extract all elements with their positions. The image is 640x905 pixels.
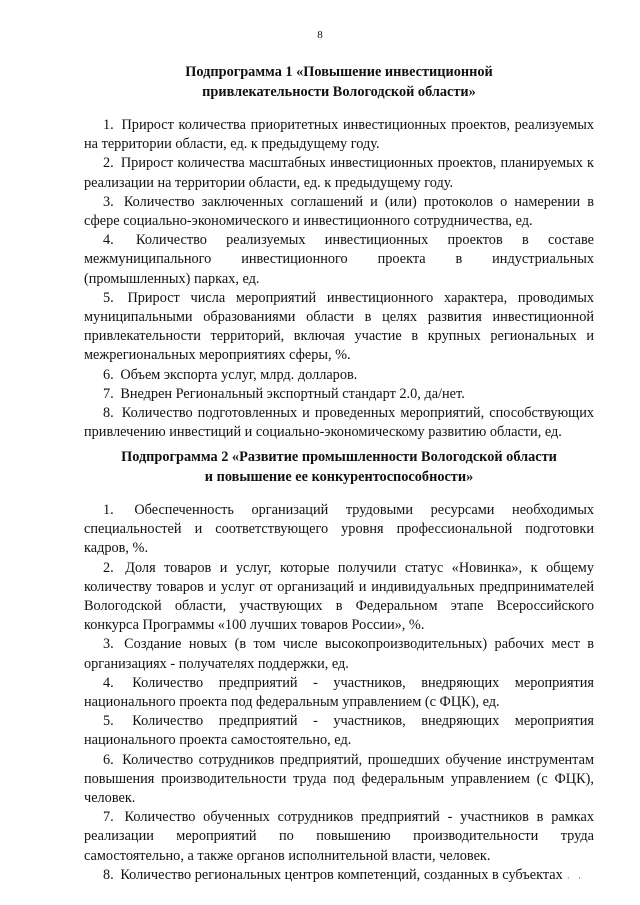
indicator-item	[84, 231, 594, 289]
indicator-number: 8.	[103, 405, 114, 422]
indicator-text: Количество сотрудников предприятий, прошедших обучение инструментам повышения производительности труда под федеральным управлением (с ФЦК), человек.	[84, 751, 595, 807]
page-number: 8	[317, 29, 323, 41]
indicator-item	[84, 385, 594, 404]
indicator-item	[84, 559, 594, 636]
indicator-item	[84, 116, 594, 154]
indicator-item	[84, 635, 594, 673]
subprogram-2-indicator-list	[84, 501, 594, 885]
indicator-number: 2.	[103, 559, 114, 576]
indicator-text: Объем экспорта услуг, млрд. долларов.	[120, 366, 358, 383]
indicator-item	[84, 289, 594, 366]
indicator-number: 5.	[103, 713, 114, 730]
indicator-text: Количество предприятий - участников, внедряющих мероприятия национального проекта самостоятельно, ед.	[84, 713, 594, 749]
indicator-number: 8.	[103, 866, 114, 883]
indicator-item	[84, 751, 594, 809]
indicator-item	[84, 404, 594, 442]
indicator-number: 5.	[103, 289, 114, 306]
indicator-text: Количество обученных сотрудников предприятий - участников в рамках реализации мероприятий по повышению производительности труда самостоятельно, а также органов исполнительной власти, человек.	[84, 809, 594, 864]
scan-mark: · · ·	[555, 873, 584, 883]
subprogram-1-indicator-list	[84, 116, 594, 442]
indicator-text: Количество реализуемых инвестиционных проектов в составе межмуниципального инвестиционного проекта в индустриальных (промышленных) парках, ед.	[84, 232, 594, 287]
indicator-number: 3.	[103, 636, 114, 653]
indicator-number: 4.	[103, 232, 114, 249]
indicator-text: Доля товаров и услуг, которые получили статус «Новинка», к общему количеству товаров и услуг от организаций и индивидуальных предпринимателей Вологодской области, участвующих в Федеральном этапе Всероссийского конкурса Программы «100 лучших товаров России», %.	[84, 559, 595, 634]
indicator-text: Внедрен Региональный экспортный стандарт 2.0, да/нет.	[120, 385, 465, 402]
indicator-text: Прирост количества масштабных инвестиционных проектов, планируемых к реализации на территории области, ед. к предыдущему году.	[84, 155, 594, 191]
indicator-text: Количество подготовленных и проведенных мероприятий, способствующих привлечению инвестиций и социально-экономическому развитию области, ед.	[84, 405, 594, 441]
indicator-item	[84, 154, 594, 192]
indicator-item	[84, 501, 594, 559]
indicator-item	[84, 866, 594, 885]
heading-line-1: Подпрограмма 2 «Развитие промышленности Вологодской области	[121, 449, 557, 465]
indicator-number: 1.	[103, 502, 114, 518]
indicator-number: 4.	[103, 674, 114, 691]
indicator-number: 6.	[103, 366, 114, 383]
indicator-item	[84, 674, 594, 712]
indicator-item	[84, 366, 594, 385]
indicator-number: 7.	[103, 385, 114, 402]
indicator-item	[84, 193, 594, 231]
subprogram-2-section	[84, 447, 594, 885]
heading-line-2: привлекательности Вологодской области»	[202, 84, 476, 100]
indicator-number: 2.	[103, 155, 114, 172]
indicator-text: Прирост количества приоритетных инвестиционных проектов, реализуемых на территории области, ед. к предыдущему году.	[84, 117, 595, 153]
heading-line-2: и повышение ее конкурентоспособности»	[204, 469, 474, 485]
indicator-number: 7.	[103, 809, 114, 826]
indicator-text: Обеспеченность организаций трудовыми ресурсами необходимых специальностей и соответствующего уровня профессиональной подготовки кадров, %.	[84, 502, 594, 557]
indicator-number: 1.	[103, 117, 114, 133]
indicator-item	[84, 808, 594, 866]
subprogram-1-section	[84, 62, 594, 442]
indicator-text: Создание новых (в том числе высокопроизводительных) рабочих мест в организациях - получателях поддержки, ед.	[84, 636, 594, 672]
indicator-number: 3.	[103, 193, 114, 210]
indicator-item	[84, 712, 594, 750]
indicator-text: Прирост числа мероприятий инвестиционного характера, проводимых муниципальными образованиями области в целях развития инвестиционной привлекательности территорий, включая участие в крупных региональных и межрегиональных мероприятиях сферы, %.	[84, 289, 594, 364]
indicator-number: 6.	[103, 751, 114, 768]
subprogram-2-heading	[84, 447, 594, 487]
heading-line-1: Подпрограмма 1 «Повышение инвестиционной	[185, 64, 493, 80]
indicator-text: Количество заключенных соглашений и (или) протоколов о намерении в сфере социально-экономического и инвестиционного сотрудничества, ед.	[84, 193, 594, 230]
indicator-text: Количество региональных центров компетенций, созданных в субъектах	[120, 866, 563, 883]
indicator-text: Количество предприятий - участников, внедряющих мероприятия национального проекта под федеральным управлением (с ФЦК), ед.	[84, 674, 594, 711]
subprogram-1-heading	[84, 62, 594, 102]
